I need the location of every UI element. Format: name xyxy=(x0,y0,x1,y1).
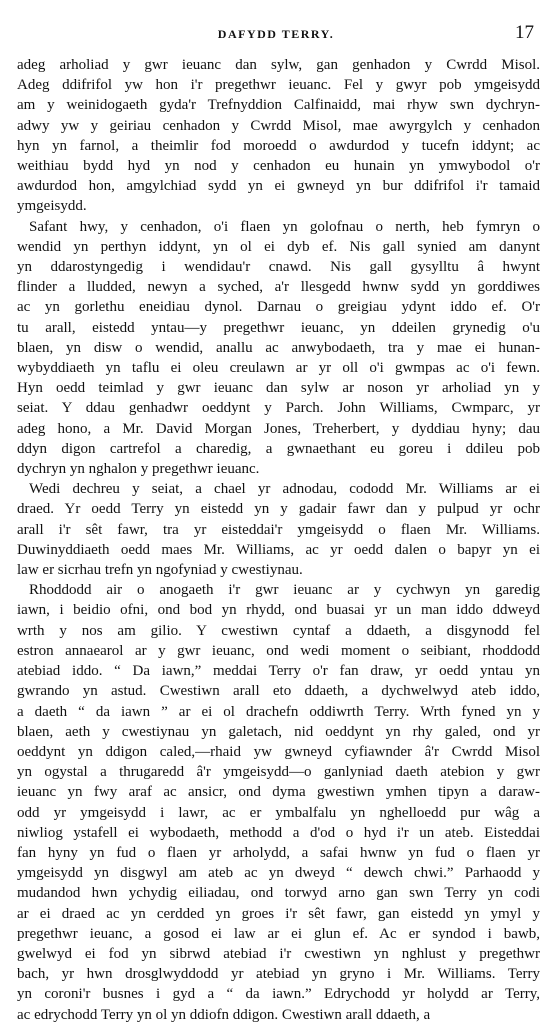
text-line: yn coroni'r busnes i gyd a “ da iawn.” Edrychodd yr holydd ar Terry, xyxy=(17,986,540,1003)
text-line: atebiad iddo. “ Da iawn,” meddai Terry o'r fan draw, yr oedd yntau yn xyxy=(17,663,540,680)
text-line: niwliog ystafell ei wybodaeth, methodd a d'od o hyd i'r un ateb. Eisteddai xyxy=(17,824,540,841)
text-line: awdurdod hon, amgylchiad sydd yn ei gwneyd yn bur ddifrifol i'r tamaid xyxy=(17,178,540,195)
text-line: adeg hono, a Mr. David Morgan Jones, Treherbert, y dyddiau hyny; dau xyxy=(17,420,540,437)
text-line: yn ogystal a thrugaredd â'r ymgeisydd—o ganlyniad daeth atebion y gwr xyxy=(17,764,540,781)
text-line: adwy yw y geiriau cenhadon y Cwrdd Misol, mae awyrgylch y cenhadon xyxy=(17,117,540,134)
text-line: gwrando yn astud. Cwestiwn arall eto ddaeth, a dychwelwyd ateb iddo, xyxy=(17,683,540,700)
text-line: law er sicrhau trefn yn ngofyniad y cwestiynau. xyxy=(17,562,303,579)
text-line: odd yr ymgeisydd i lawr, ac er ymbalfalu yn nghelloedd pur wâg a xyxy=(17,804,540,821)
text-line: weithiau bydd hyd yn nod y cenhadon eu hunain yn ymwybodol o'r xyxy=(17,158,540,175)
text-line: am y weinidogaeth gyda'r Trefnyddion Calfinaidd, mai rhyw swn dychryn- xyxy=(17,97,540,114)
paragraph xyxy=(17,479,540,580)
text-line: a daeth “ da iawn ” ar ei ol drachefn oddiwrth Terry. Wrth fyned yn y xyxy=(17,703,540,720)
text-line: mudandod hwn ychydig eiliadau, ond torwyd arno gan swn Terry yn codi xyxy=(17,885,540,902)
text-line: estron annaearol ar y gwr ieuanc, ond wedi moment o seibiant, rhoddodd xyxy=(17,642,540,659)
text-line: iawn, i beidio ofni, ond bod yn rhydd, ond buasai yr un man iddo ddweyd xyxy=(17,602,540,619)
text-line: hyn yn farnol, a theimlir fod moroedd o awdurdod y tucefn iddynt; ac xyxy=(17,137,540,154)
text-line: Safant hwy, y cenhadon, o'i flaen yn golofnau o nerth, heb fymryn o xyxy=(29,218,540,235)
text-line: blaen, yn disw o wendid, anallu ac anwybodaeth, tra y mae ei hunan- xyxy=(17,339,540,356)
text-line: yn ddarostyngedig i wendidau'r cnawd. Nis gall gysylltu â hwynt xyxy=(17,259,540,276)
text-line: Wedi dechreu y seiat, a chael yr adnodau, cododd Mr. Williams ar ei xyxy=(29,481,540,498)
text-line: adeg arholiad y gwr ieuanc dan sylw, gan genhadon y Cwrdd Misol. xyxy=(17,57,540,73)
text-line: Hyn oedd teimlad y gwr ieuanc dan sylw ar noson yr arholiad yn y xyxy=(17,380,540,397)
text-line: tu arall, eistedd yntau—y pregethwr ieuanc, yn ddeilen grynedig o'u xyxy=(17,319,540,336)
page-number: 17 xyxy=(515,22,534,43)
paragraph xyxy=(17,55,540,217)
text-line: ieuanc yn fwy araf ac ansicr, ond dyma gwestiwn ymhen tipyn a daraw- xyxy=(17,784,540,801)
text-line: ac edrychodd Terry yn ol yn ddiofn ddigon. Cwestiwn arall ddaeth, a xyxy=(17,1006,431,1023)
text-line: wybyddiaeth yn taflu ei oleu creulawn ar yr oll o'i gwmpas ac o'i fewn. xyxy=(17,360,540,377)
text-line: draed. Yr oedd Terry yn eistedd yn y gadair fawr dan y pulpud yr ochr xyxy=(17,501,540,518)
text-line: flinder a lludded, newyn a syched, a'r llesgedd hwnw sydd yn gorddiwes xyxy=(17,279,540,296)
text-line: ddyn digon cartrefol a charedig, a gwnaethant eu goreu i ddileu pob xyxy=(17,440,540,457)
running-head xyxy=(0,22,552,44)
text-line: ar ei draed ac yn cerdded yn groes i'r sêt fawr, gan eistedd yn ymyl y xyxy=(17,905,540,922)
text-line: wendid yn perthyn iddynt, yn ol ei dyb ef. Nis gall synied am danynt xyxy=(17,238,540,255)
body-text xyxy=(17,55,540,1025)
text-line: pregethwr ieuanc, a gosod ei law ar ei glun ef. Ac er syndod i bawb, xyxy=(17,925,540,942)
text-line: ac yn gorlethu eneidiau dynol. Darnau o greigiau ydynt iddo ef. O'r xyxy=(17,299,540,316)
text-line: ymgeisydd. xyxy=(17,198,87,215)
text-line: bach, yr hwn drosglwyddodd yr atebiad yn gryno i Mr. Williams. Terry xyxy=(17,966,540,983)
text-line: Duwinyddiaeth oedd maes Mr. Williams, ac yr oedd dalen o bapyr yn ei xyxy=(17,541,540,558)
text-line: fan hyny yn fud o flaen yr arholydd, a safai hwnw yn fud o flaen yr xyxy=(17,844,540,861)
text-line: oeddynt yn ddigon caled,—rhaid yw gwneyd cyfiawnder â'r Cwrdd Misol xyxy=(17,743,540,760)
text-line: dychryn yn nghalon y pregethwr ieuanc. xyxy=(17,461,260,478)
text-line: wrth y nos am gilio. Y cwestiwn cyntaf a ddaeth, a disgynodd fel xyxy=(17,622,540,639)
paragraph xyxy=(17,580,540,1024)
text-line: Adeg ddifrifol yw hon i'r pregethwr ieuanc. Fel y gwyr pob ymgeisydd xyxy=(17,77,540,94)
text-line: ymgeisydd yn disgwyl am ateb ac yn dweyd “ dewch chwi.” Parhaodd y xyxy=(17,865,540,882)
paragraph xyxy=(17,217,540,480)
text-line: blaen, aeth y cwestiynau yn galetach, nid oeddynt yn rhy galed, ond yr xyxy=(17,723,540,740)
text-line: seiat. Y ddau genhadwr oeddynt y Parch. John Williams, Cwmparc, yr xyxy=(17,400,540,417)
running-title: DAFYDD TERRY. xyxy=(217,27,335,41)
text-line: Rhoddodd air o anogaeth i'r gwr ieuanc ar y cychwyn yn garedig xyxy=(29,582,540,599)
text-line: arall i'r sêt fawr, tra yr eisteddai'r ymgeisydd o flaen Mr. Williams. xyxy=(17,521,540,538)
text-line: gwelwyd ei fod yn sibrwd atebiad i'r cwestiwn yn nghlust y pregethwr xyxy=(17,945,540,962)
